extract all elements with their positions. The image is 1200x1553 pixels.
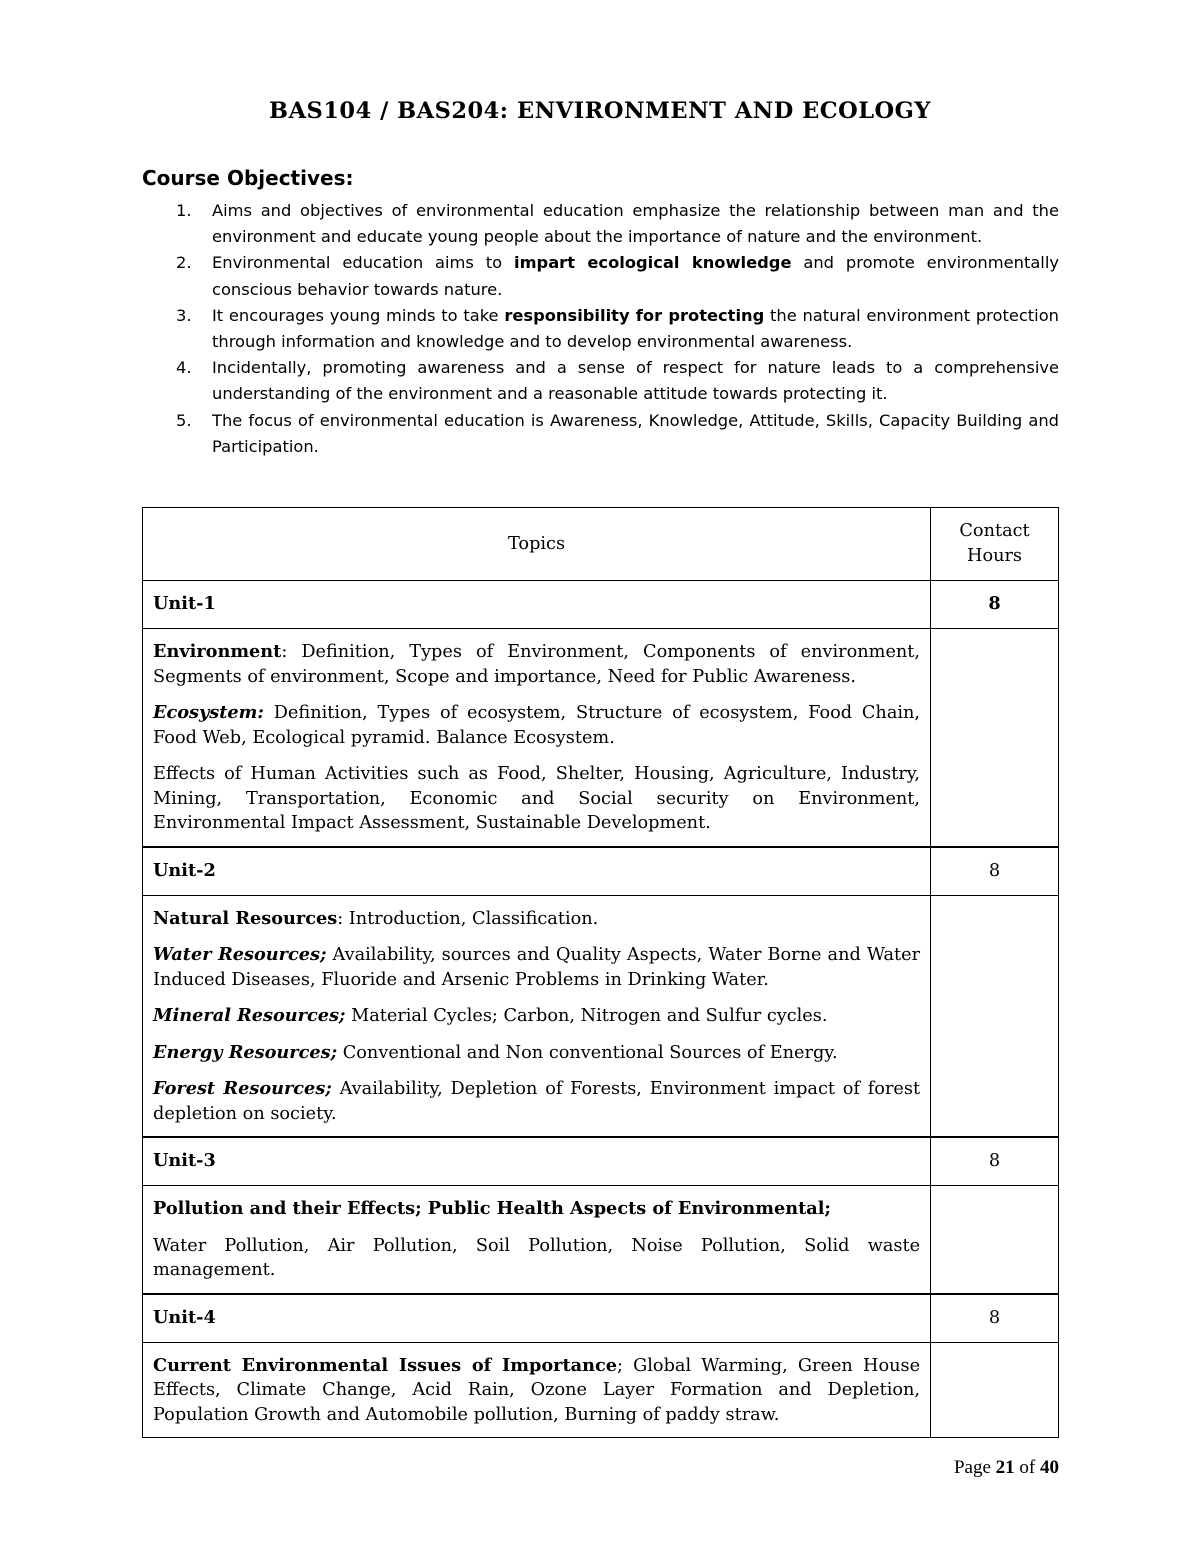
topic-paragraph	[153, 762, 920, 836]
unit-row	[143, 847, 1059, 896]
contact-hours-header-line2: Hours	[967, 546, 1023, 566]
contact-hours-header	[931, 508, 1059, 581]
objective-item	[142, 408, 1059, 460]
unit-hours: 8	[931, 581, 1059, 629]
syllabus-table	[142, 507, 1059, 1438]
topic-heading: Pollution and their Effects; Public Health Aspects of Environmental;	[153, 1198, 831, 1219]
objective-emphasis: impart ecological knowledge	[514, 253, 792, 273]
objective-item	[142, 198, 1059, 250]
topic-text: Conventional and Non conventional Sources of Energy.	[342, 1042, 838, 1063]
objective-item	[142, 250, 1059, 302]
page-mid: of	[1014, 1457, 1040, 1478]
unit-hours: 8	[931, 847, 1059, 896]
objective-text: and promote environmentally conscious behavior towards nature.	[212, 253, 1059, 299]
empty-hours-cell	[931, 1186, 1059, 1294]
topic-paragraph	[153, 1234, 920, 1283]
unit-hours: 8	[931, 1137, 1059, 1186]
topic-text: Definition, Types of Environment, Components of environment, Segments of environment, Scope and importance, Need for Public Awareness.	[153, 642, 921, 687]
topic-separator: :	[281, 642, 302, 662]
topic-paragraph	[153, 907, 920, 932]
topic-text: Availability, Depletion of Forests, Environment impact of forest depletion on society.	[153, 1079, 921, 1124]
topic-paragraph	[153, 701, 920, 750]
objective-number: 3.	[176, 305, 192, 325]
empty-hours-cell	[931, 629, 1059, 847]
unit-row	[143, 1137, 1059, 1186]
objective-text: It encourages young minds to take	[212, 305, 505, 325]
topic-term: Energy Resources;	[153, 1041, 338, 1063]
empty-hours-cell	[931, 1342, 1059, 1438]
unit-hours: 8	[931, 1294, 1059, 1343]
topic-paragraph	[153, 1041, 920, 1066]
topic-text: Effects of Human Activities such as Food, Shelter, Housing, Agriculture, Industry, Mining, Transportation, Economic and Social security on Environment, Environmental Impact Assessment, Sustainable Development.	[153, 764, 921, 833]
topic-paragraph	[153, 1077, 920, 1126]
objectives-heading: Course Objectives:	[142, 166, 354, 190]
objectives-list	[142, 198, 1059, 460]
current-page: 21	[995, 1457, 1015, 1478]
topic-separator	[264, 703, 274, 723]
topic-text: Availability, sources and Quality Aspects, Water Borne and Water Induced Diseases, Fluoride and Arsenic Problems in Drinking Water.	[153, 945, 921, 990]
unit-content	[143, 895, 931, 1137]
total-pages: 40	[1040, 1457, 1059, 1478]
unit-label: Unit-1	[143, 581, 931, 629]
topic-text: Water Pollution, Air Pollution, Soil Pollution, Noise Pollution, Solid waste management.	[153, 1235, 921, 1280]
contact-hours-header-line1: Contact	[959, 521, 1030, 541]
topic-text: Definition, Types of ecosystem, Structure of ecosystem, Food Chain, Food Web, Ecological pyramid. Balance Ecosystem.	[153, 703, 921, 748]
topic-separator	[332, 1079, 340, 1099]
objective-number: 1.	[176, 201, 192, 220]
topic-term: Mineral Resources;	[153, 1005, 346, 1026]
page-number	[800, 1457, 1059, 1479]
topic-separator: ;	[616, 1355, 634, 1376]
objective-text: Environmental education aims to	[212, 253, 514, 273]
topic-paragraph	[153, 943, 920, 992]
table-header-row	[143, 508, 1059, 581]
objective-number: 2.	[176, 253, 192, 273]
topic-term: Environment	[153, 641, 282, 662]
topics-header: Topics	[143, 508, 931, 581]
topic-term: Natural Resources	[153, 907, 338, 929]
page-prefix: Page	[953, 1457, 996, 1478]
topic-term: Current Environmental Issues of Importance	[153, 1354, 617, 1376]
topic-paragraph	[153, 640, 920, 689]
unit-content-row	[143, 629, 1059, 847]
unit-label: Unit-3	[143, 1137, 931, 1186]
objective-number: 4.	[176, 358, 192, 378]
topic-separator: :	[337, 908, 349, 929]
objective-item	[142, 355, 1059, 407]
objective-text: Incidentally, promoting awareness and a sense of respect for nature leads to a comprehensive understanding of the environment and a reasonable attitude towards protecting it.	[212, 358, 1059, 404]
unit-row	[143, 581, 1059, 629]
objective-text: The focus of environmental education is Awareness, Knowledge, Attitude, Skills, Capacity Building and Participation.	[212, 410, 1059, 456]
document-title: BAS104 / BAS204: ENVIRONMENT AND ECOLOGY	[269, 98, 931, 124]
topic-paragraph	[153, 1354, 920, 1428]
objective-text: Aims and objectives of environmental education emphasize the relationship between man and the environment and educate young people about the importance of nature and the environment.	[212, 201, 1059, 247]
objective-emphasis: responsibility for protecting	[504, 305, 765, 325]
objective-item	[142, 303, 1059, 355]
unit-content	[143, 629, 931, 847]
unit-content	[143, 1342, 931, 1438]
unit-label: Unit-4	[143, 1294, 931, 1343]
empty-hours-cell	[931, 895, 1059, 1137]
objective-number: 5.	[176, 410, 192, 430]
unit-content	[143, 1186, 931, 1294]
topic-paragraph	[153, 1004, 920, 1029]
unit-row	[143, 1294, 1059, 1343]
topic-text: Introduction, Classification.	[348, 908, 599, 929]
unit-label: Unit-2	[143, 847, 931, 896]
topic-text: Global Warming, Green House Effects, Climate Change, Acid Rain, Ozone Layer Formation and Depletion, Population Growth and Automobile pollution, Burning of paddy straw.	[153, 1355, 921, 1425]
topic-term: Ecosystem:	[153, 702, 264, 723]
topic-term: Forest Resources;	[153, 1078, 332, 1099]
topic-text: Material Cycles; Carbon, Nitrogen and Sulfur cycles.	[351, 1006, 828, 1026]
unit-content-row	[143, 1342, 1059, 1438]
unit-content-row	[143, 1186, 1059, 1294]
unit-content-row	[143, 895, 1059, 1137]
topic-term: Water Resources;	[153, 944, 327, 965]
objective-text: the natural environment protection through information and knowledge and to develop environmental awareness.	[212, 305, 1059, 352]
